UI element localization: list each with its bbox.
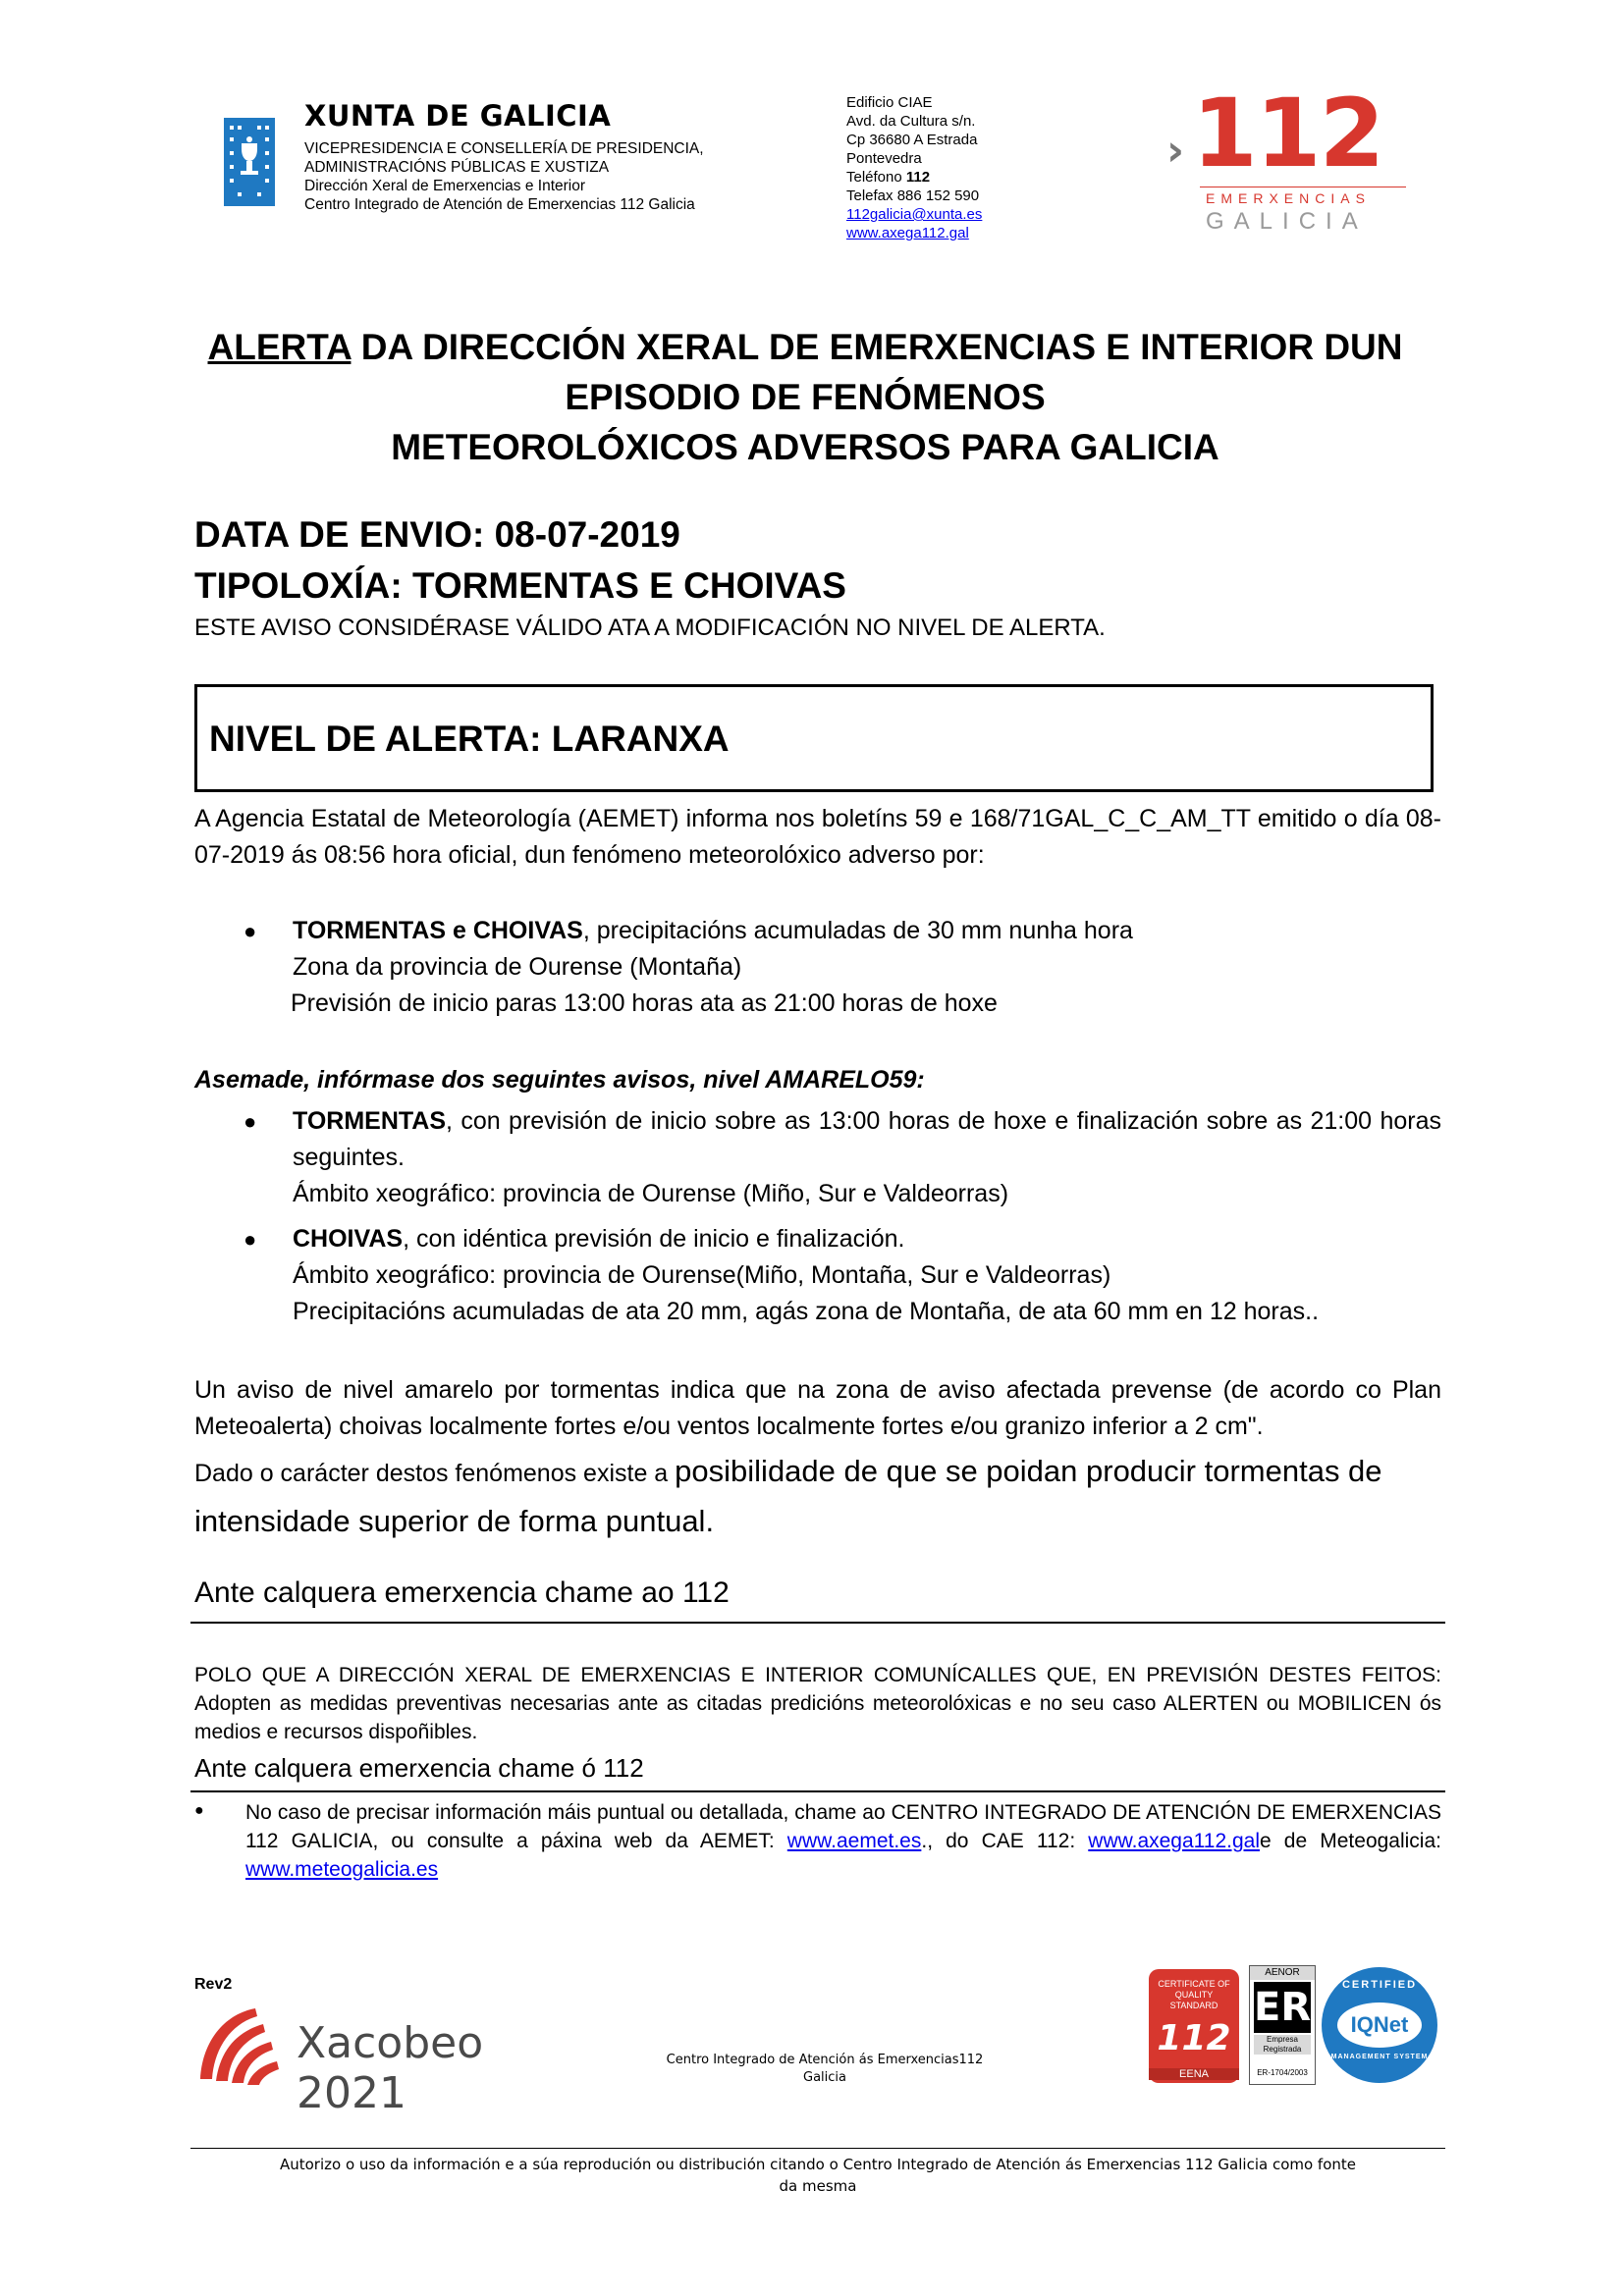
aenor-top-text: AENOR	[1250, 1966, 1315, 1980]
aenor-sub-text: Empresa Registrada	[1254, 2035, 1311, 2055]
xunta-shield-icon	[224, 118, 275, 206]
footer-divider	[190, 2148, 1445, 2149]
address-line-4: Pontevedra	[846, 150, 922, 167]
main-warning-forecast: Previsión de inicio paras 13:00 horas ata as 21:00 horas de hoxe	[291, 989, 998, 1017]
communication-paragraph: POLO QUE A DIRECCIÓN XERAL DE EMERXENCIAS E INTERIOR COMUNÍCALLES QUE, EN PREVISIÓN DESTES FEITOS: Adopten as medidas preventivas necesarias ante as citadas predicións meteorolóxicas e no seu caso ALERTEN ou MOBILICEN ós medios e recursos dispoñibles.	[194, 1664, 1441, 1743]
aenor-er: ER	[1254, 1982, 1311, 2033]
main-warning-bold: TORMENTAS e CHOIVAS	[293, 917, 583, 944]
nature-emphasis: posibilidade de que se poidan producir tormentas de intensidade superior de forma puntual.	[194, 1454, 1382, 1538]
org-line-4: Centro Integrado de Atención de Emerxencias 112 Galicia	[304, 196, 695, 213]
iqnet-text: IQNet	[1350, 2012, 1409, 2037]
title-line-3: METEOROLÓXICOS ADVERSOS PARA GALICIA	[391, 427, 1219, 467]
title-line-2: EPISODIO DE FENÓMENOS	[565, 377, 1046, 417]
main-warning-rest: , precipitacións acumuladas de 30 mm nunha hora	[582, 917, 1133, 944]
org-line-1: VICEPRESIDENCIA E CONSELLERÍA DE PRESIDENCIA,	[304, 140, 704, 157]
address-line-1: Edificio CIAE	[846, 94, 933, 111]
web-link[interactable]: www.axega112.gal	[846, 225, 969, 241]
bullet-icon: ●	[244, 919, 257, 943]
email-link[interactable]: 112galicia@xunta.es	[846, 206, 983, 223]
call-line: Ante calquera emerxencia chame ao 112	[194, 1576, 730, 1609]
secondary-item-1-bold: TORMENTAS	[293, 1107, 447, 1135]
title-line-1-rest: DA DIRECCIÓN XERAL DE EMERXENCIAS E INTERIOR DUN	[351, 327, 1403, 367]
nature-prefix: Dado o carácter destos fenómenos existe a	[194, 1460, 676, 1487]
secondary-heading: Asemade, infórmase dos seguintes avisos, nivel AMARELO59:	[194, 1066, 925, 1094]
eena-bottom-text: EENA	[1149, 2068, 1239, 2080]
iqnet-top-text: CERTIFIED	[1341, 1979, 1418, 1991]
scallop-shell-icon	[194, 2002, 283, 2087]
disclaimer-line-1: Autorizo o uso da información e a súa reprodución ou distribución citando o Centro Integrado de Atención ás Emerxencias 112 Galicia como fonte	[279, 2156, 1357, 2173]
footer-center-line-1: Centro Integrado de Atención ás Emerxencias112	[666, 2053, 984, 2067]
org-line-3: Dirección Xeral de Emerxencias e Interior	[304, 178, 586, 194]
eena-badge	[1149, 1969, 1239, 2083]
axega-link[interactable]: www.axega112.gal	[1088, 1830, 1261, 1852]
fax-line: Telefax 886 152 590	[846, 187, 980, 204]
contact-block	[846, 93, 982, 242]
bullet-icon: ●	[194, 1802, 204, 1819]
eena-top-text: CERTIFICATE OF QUALITY STANDARD	[1158, 1979, 1230, 2010]
eena-number: 112	[1157, 2018, 1231, 2058]
info-text-3: e de Meteogalicia:	[1260, 1830, 1441, 1852]
secondary-item-2	[293, 1221, 1441, 1330]
title-line-1	[157, 322, 1453, 372]
secondary-item-2-rest: , con idéntica previsión de inicio e finalización.	[403, 1225, 905, 1253]
info-text-2: ., do CAE 112:	[921, 1830, 1089, 1852]
phone-value: 112	[905, 169, 931, 186]
alert-level: NIVEL DE ALERTA: LARANXA	[209, 719, 730, 759]
logo-112	[1166, 79, 1402, 249]
yellow-note: Un aviso de nivel amarelo por tormentas indica que na zona de aviso afectada prevense (de acordo co Plan Meteoalerta) choivas localmente fortes e/ou ventos localmente fortes e/ou granizo inferior a 2 cm".	[194, 1376, 1441, 1440]
logo-112-number: 112	[1192, 79, 1383, 188]
aenor-badge	[1249, 1965, 1316, 2085]
secondary-item-1	[293, 1103, 1441, 1212]
disclaimer	[190, 2154, 1445, 2197]
phone-line	[846, 168, 982, 187]
secondary-item-2-bold: CHOIVAS	[293, 1225, 404, 1253]
main-warning-zone: Zona da provincia de Ourense (Montaña)	[293, 953, 742, 981]
bullet-icon: ●	[244, 1109, 257, 1134]
iqnet-badge	[1322, 1967, 1437, 2083]
logo-112-line1: EMERXENCIAS	[1206, 190, 1371, 206]
aemet-link[interactable]: www.aemet.es	[786, 1830, 922, 1852]
org-line-2: ADMINISTRACIÓNS PÚBLICAS E XUSTIZA	[304, 159, 610, 176]
divider	[190, 1622, 1445, 1624]
secondary-item-1-rest: , con previsión de inicio sobre as 13:00 horas de hoxe e finalización sobre as 21:00 horas seguintes.	[293, 1107, 1441, 1171]
address-line-2: Avd. da Cultura s/n.	[846, 113, 976, 130]
nature-paragraph	[194, 1449, 1441, 1549]
disclaimer-line-2: da mesma	[779, 2177, 857, 2195]
secondary-item-2-scope: Ámbito xeográfico: provincia de Ourense(Miño, Montaña, Sur e Valdeorras)	[293, 1261, 1111, 1289]
aenor-code: ER-1704/2003	[1257, 2068, 1308, 2077]
iqnet-inner	[1337, 2002, 1422, 2048]
secondary-item-2-precip: Precipitacións acumuladas de ata 20 mm, agás zona de Montaña, de ata 60 mm en 12 horas..	[293, 1298, 1320, 1325]
alert-level-box	[194, 684, 1434, 792]
bullet-icon: ●	[244, 1227, 257, 1252]
chevron-icon: ›	[1166, 126, 1185, 176]
secondary-item-1-scope: Ámbito xeográfico: provincia de Ourense (Miño, Sur e Valdeorras)	[293, 1180, 1009, 1207]
call-line-2: Ante calquera emerxencia chame ó 112	[194, 1753, 644, 1783]
phone-label: Teléfono	[846, 169, 902, 186]
xacobeo-logo	[194, 2002, 607, 2118]
secondary-item-1-text	[293, 1103, 1441, 1176]
address-line-3: Cp 36680 A Estrada	[846, 132, 978, 148]
main-warning	[293, 913, 1441, 1022]
meteogalicia-link[interactable]: www.meteogalicia.es	[245, 1858, 439, 1881]
typology: TIPOLOXÍA: TORMENTAS E CHOIVAS	[194, 565, 846, 606]
divider	[190, 1790, 1445, 1792]
info-paragraph	[245, 1798, 1441, 1884]
xunta-logo	[224, 118, 275, 206]
info-text-1: No caso de precisar información máis puntual ou detallada, chame ao CENTRO INTEGRADO DE ATENCIÓN DE EMERXENCIAS 112 GALICIA, ou consulte a páxina web da AEMET:	[245, 1801, 1441, 1852]
iqnet-bottom-text: MANAGEMENT SYSTEM	[1330, 2054, 1429, 2060]
revision: Rev2	[194, 1976, 233, 1993]
document-title	[157, 322, 1453, 472]
validity-note: ESTE AVISO CONSIDÉRASE VÁLIDO ATA A MODIFICACIÓN NO NIVEL DE ALERTA.	[194, 614, 1106, 641]
org-lines	[304, 139, 704, 214]
intro-paragraph: A Agencia Estatal de Meteorología (AEMET) informa nos boletíns 59 e 168/71GAL_C_C_AM_TT emitido o día 08-07-2019 ás 08:56 hora oficial, dun fenómeno meteorolóxico adverso por:	[194, 805, 1441, 869]
secondary-item-2-text	[293, 1221, 1441, 1257]
footer-center-line-2: Galicia	[803, 2070, 846, 2085]
footer-center	[638, 2052, 1011, 2087]
send-date: DATA DE ENVIO: 08-07-2019	[194, 514, 680, 555]
org-name: XUNTA DE GALICIA	[304, 99, 612, 133]
main-warning-line	[293, 913, 1441, 949]
title-underlined: ALERTA	[207, 327, 352, 367]
xacobeo-text: Xacobeo 2021	[297, 2018, 484, 2118]
logo-112-line2: GALICIA	[1206, 208, 1368, 235]
